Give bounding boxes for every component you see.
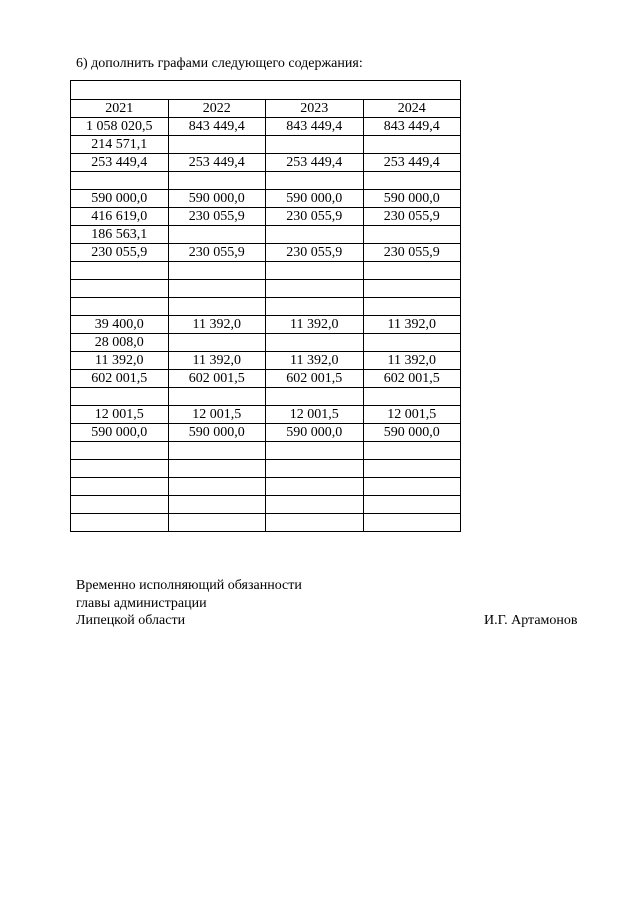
- table-cell: 28 008,0: [71, 334, 169, 352]
- table-cell: 230 055,9: [168, 244, 266, 262]
- table-cell: 11 392,0: [168, 316, 266, 334]
- table-cell: 186 563,1: [71, 226, 169, 244]
- table-cell: 253 449,4: [266, 154, 364, 172]
- data-table: [70, 80, 461, 532]
- signature-position-line: главы администрации: [76, 595, 207, 611]
- table-cell: [71, 298, 169, 316]
- table-row: [71, 172, 461, 190]
- table-cell: 11 392,0: [266, 352, 364, 370]
- table-row: [71, 514, 461, 532]
- table-row: [71, 262, 461, 280]
- table-year-row: [71, 100, 461, 118]
- table-cell: [266, 442, 364, 460]
- table-cell: [71, 478, 169, 496]
- table-cell: [266, 496, 364, 514]
- table-row: [71, 298, 461, 316]
- table-row: [71, 226, 461, 244]
- table-cell: [363, 460, 461, 478]
- table-cell: [363, 172, 461, 190]
- table-cell: [363, 496, 461, 514]
- table-cell: 602 001,5: [71, 370, 169, 388]
- table-header-empty-row: [71, 81, 461, 100]
- year-header: 2021: [71, 100, 169, 118]
- table-cell: [363, 280, 461, 298]
- table-row: [71, 244, 461, 262]
- table-cell: [363, 262, 461, 280]
- table-row: [71, 208, 461, 226]
- table-cell: [71, 514, 169, 532]
- table-row: [71, 424, 461, 442]
- table-cell: [266, 514, 364, 532]
- table-cell: [71, 280, 169, 298]
- table-cell: 11 392,0: [363, 352, 461, 370]
- table-cell: [168, 298, 266, 316]
- table-row: [71, 496, 461, 514]
- table-cell: 230 055,9: [168, 208, 266, 226]
- table-cell: [363, 334, 461, 352]
- table-cell: 590 000,0: [266, 190, 364, 208]
- table-row: [71, 478, 461, 496]
- table-row: [71, 154, 461, 172]
- table-row: [71, 280, 461, 298]
- table-cell: 11 392,0: [363, 316, 461, 334]
- table-cell: [363, 442, 461, 460]
- intro-text: 6) дополнить графами следующего содержания:: [76, 56, 363, 71]
- table-cell: [71, 388, 169, 406]
- table-cell: [363, 298, 461, 316]
- table-cell: [266, 172, 364, 190]
- table-cell: 230 055,9: [71, 244, 169, 262]
- table-cell: [168, 262, 266, 280]
- table-cell: [363, 136, 461, 154]
- table-cell: [168, 136, 266, 154]
- table-cell: [168, 514, 266, 532]
- table-cell: [168, 226, 266, 244]
- signature-position-line: Липецкой области: [76, 613, 186, 628]
- table-cell: [266, 262, 364, 280]
- table-cell: 230 055,9: [266, 244, 364, 262]
- table-cell: [71, 262, 169, 280]
- table-cell: 843 449,4: [168, 118, 266, 136]
- table-cell: [168, 388, 266, 406]
- table-header-empty-cell: [71, 81, 461, 100]
- year-header: 2022: [168, 100, 266, 118]
- table-cell: 602 001,5: [266, 370, 364, 388]
- table-cell: 39 400,0: [71, 316, 169, 334]
- table-row: [71, 118, 461, 136]
- table-cell: 253 449,4: [363, 154, 461, 172]
- table-cell: 230 055,9: [266, 208, 364, 226]
- table-cell: 12 001,5: [266, 406, 364, 424]
- table-cell: 590 000,0: [71, 424, 169, 442]
- table-cell: 590 000,0: [71, 190, 169, 208]
- table-row: [71, 442, 461, 460]
- table-row: [71, 352, 461, 370]
- table-cell: [266, 298, 364, 316]
- table-cell: [71, 460, 169, 478]
- table-cell: [168, 442, 266, 460]
- table-cell: [168, 496, 266, 514]
- table-cell: [168, 280, 266, 298]
- table-cell: [266, 280, 364, 298]
- table-cell: 12 001,5: [71, 406, 169, 424]
- table-cell: [363, 388, 461, 406]
- table-cell: 230 055,9: [363, 244, 461, 262]
- table-cell: 12 001,5: [168, 406, 266, 424]
- table-cell: 11 392,0: [71, 352, 169, 370]
- table-row: [71, 388, 461, 406]
- table-cell: [363, 226, 461, 244]
- table-row: [71, 136, 461, 154]
- table-cell: 590 000,0: [168, 424, 266, 442]
- table-cell: 230 055,9: [363, 208, 461, 226]
- table-cell: [266, 334, 364, 352]
- table-row: [71, 316, 461, 334]
- table-cell: [71, 172, 169, 190]
- table-cell: 843 449,4: [266, 118, 364, 136]
- table-cell: 1 058 020,5: [71, 118, 169, 136]
- table-cell: [266, 226, 364, 244]
- table-cell: [168, 460, 266, 478]
- table-cell: 11 392,0: [168, 352, 266, 370]
- table-cell: 253 449,4: [71, 154, 169, 172]
- table-cell: 590 000,0: [363, 424, 461, 442]
- table-cell: [168, 172, 266, 190]
- table-cell: 214 571,1: [71, 136, 169, 154]
- table-row: [71, 460, 461, 478]
- table-cell: 602 001,5: [168, 370, 266, 388]
- table-cell: 416 619,0: [71, 208, 169, 226]
- table-cell: 590 000,0: [168, 190, 266, 208]
- table-row: [71, 190, 461, 208]
- table-cell: 253 449,4: [168, 154, 266, 172]
- table-cell: [363, 514, 461, 532]
- signer-name: И.Г. Артамонов: [484, 613, 578, 628]
- table-cell: [168, 334, 266, 352]
- table-cell: 12 001,5: [363, 406, 461, 424]
- table-cell: 843 449,4: [363, 118, 461, 136]
- table-cell: [266, 388, 364, 406]
- year-header: 2024: [363, 100, 461, 118]
- year-header: 2023: [266, 100, 364, 118]
- table-row: [71, 334, 461, 352]
- table-cell: [266, 460, 364, 478]
- table-row: [71, 406, 461, 424]
- table-cell: 602 001,5: [363, 370, 461, 388]
- table-row: [71, 370, 461, 388]
- table-cell: [266, 136, 364, 154]
- signature-block: [76, 577, 302, 630]
- table-cell: 590 000,0: [266, 424, 364, 442]
- table-cell: [266, 478, 364, 496]
- signature-position-line: Временно исполняющий обязанности: [76, 578, 302, 593]
- table-cell: [71, 442, 169, 460]
- table-cell: 590 000,0: [363, 190, 461, 208]
- table-cell: 11 392,0: [266, 316, 364, 334]
- table-cell: [71, 496, 169, 514]
- table-cell: [363, 478, 461, 496]
- table-cell: [168, 478, 266, 496]
